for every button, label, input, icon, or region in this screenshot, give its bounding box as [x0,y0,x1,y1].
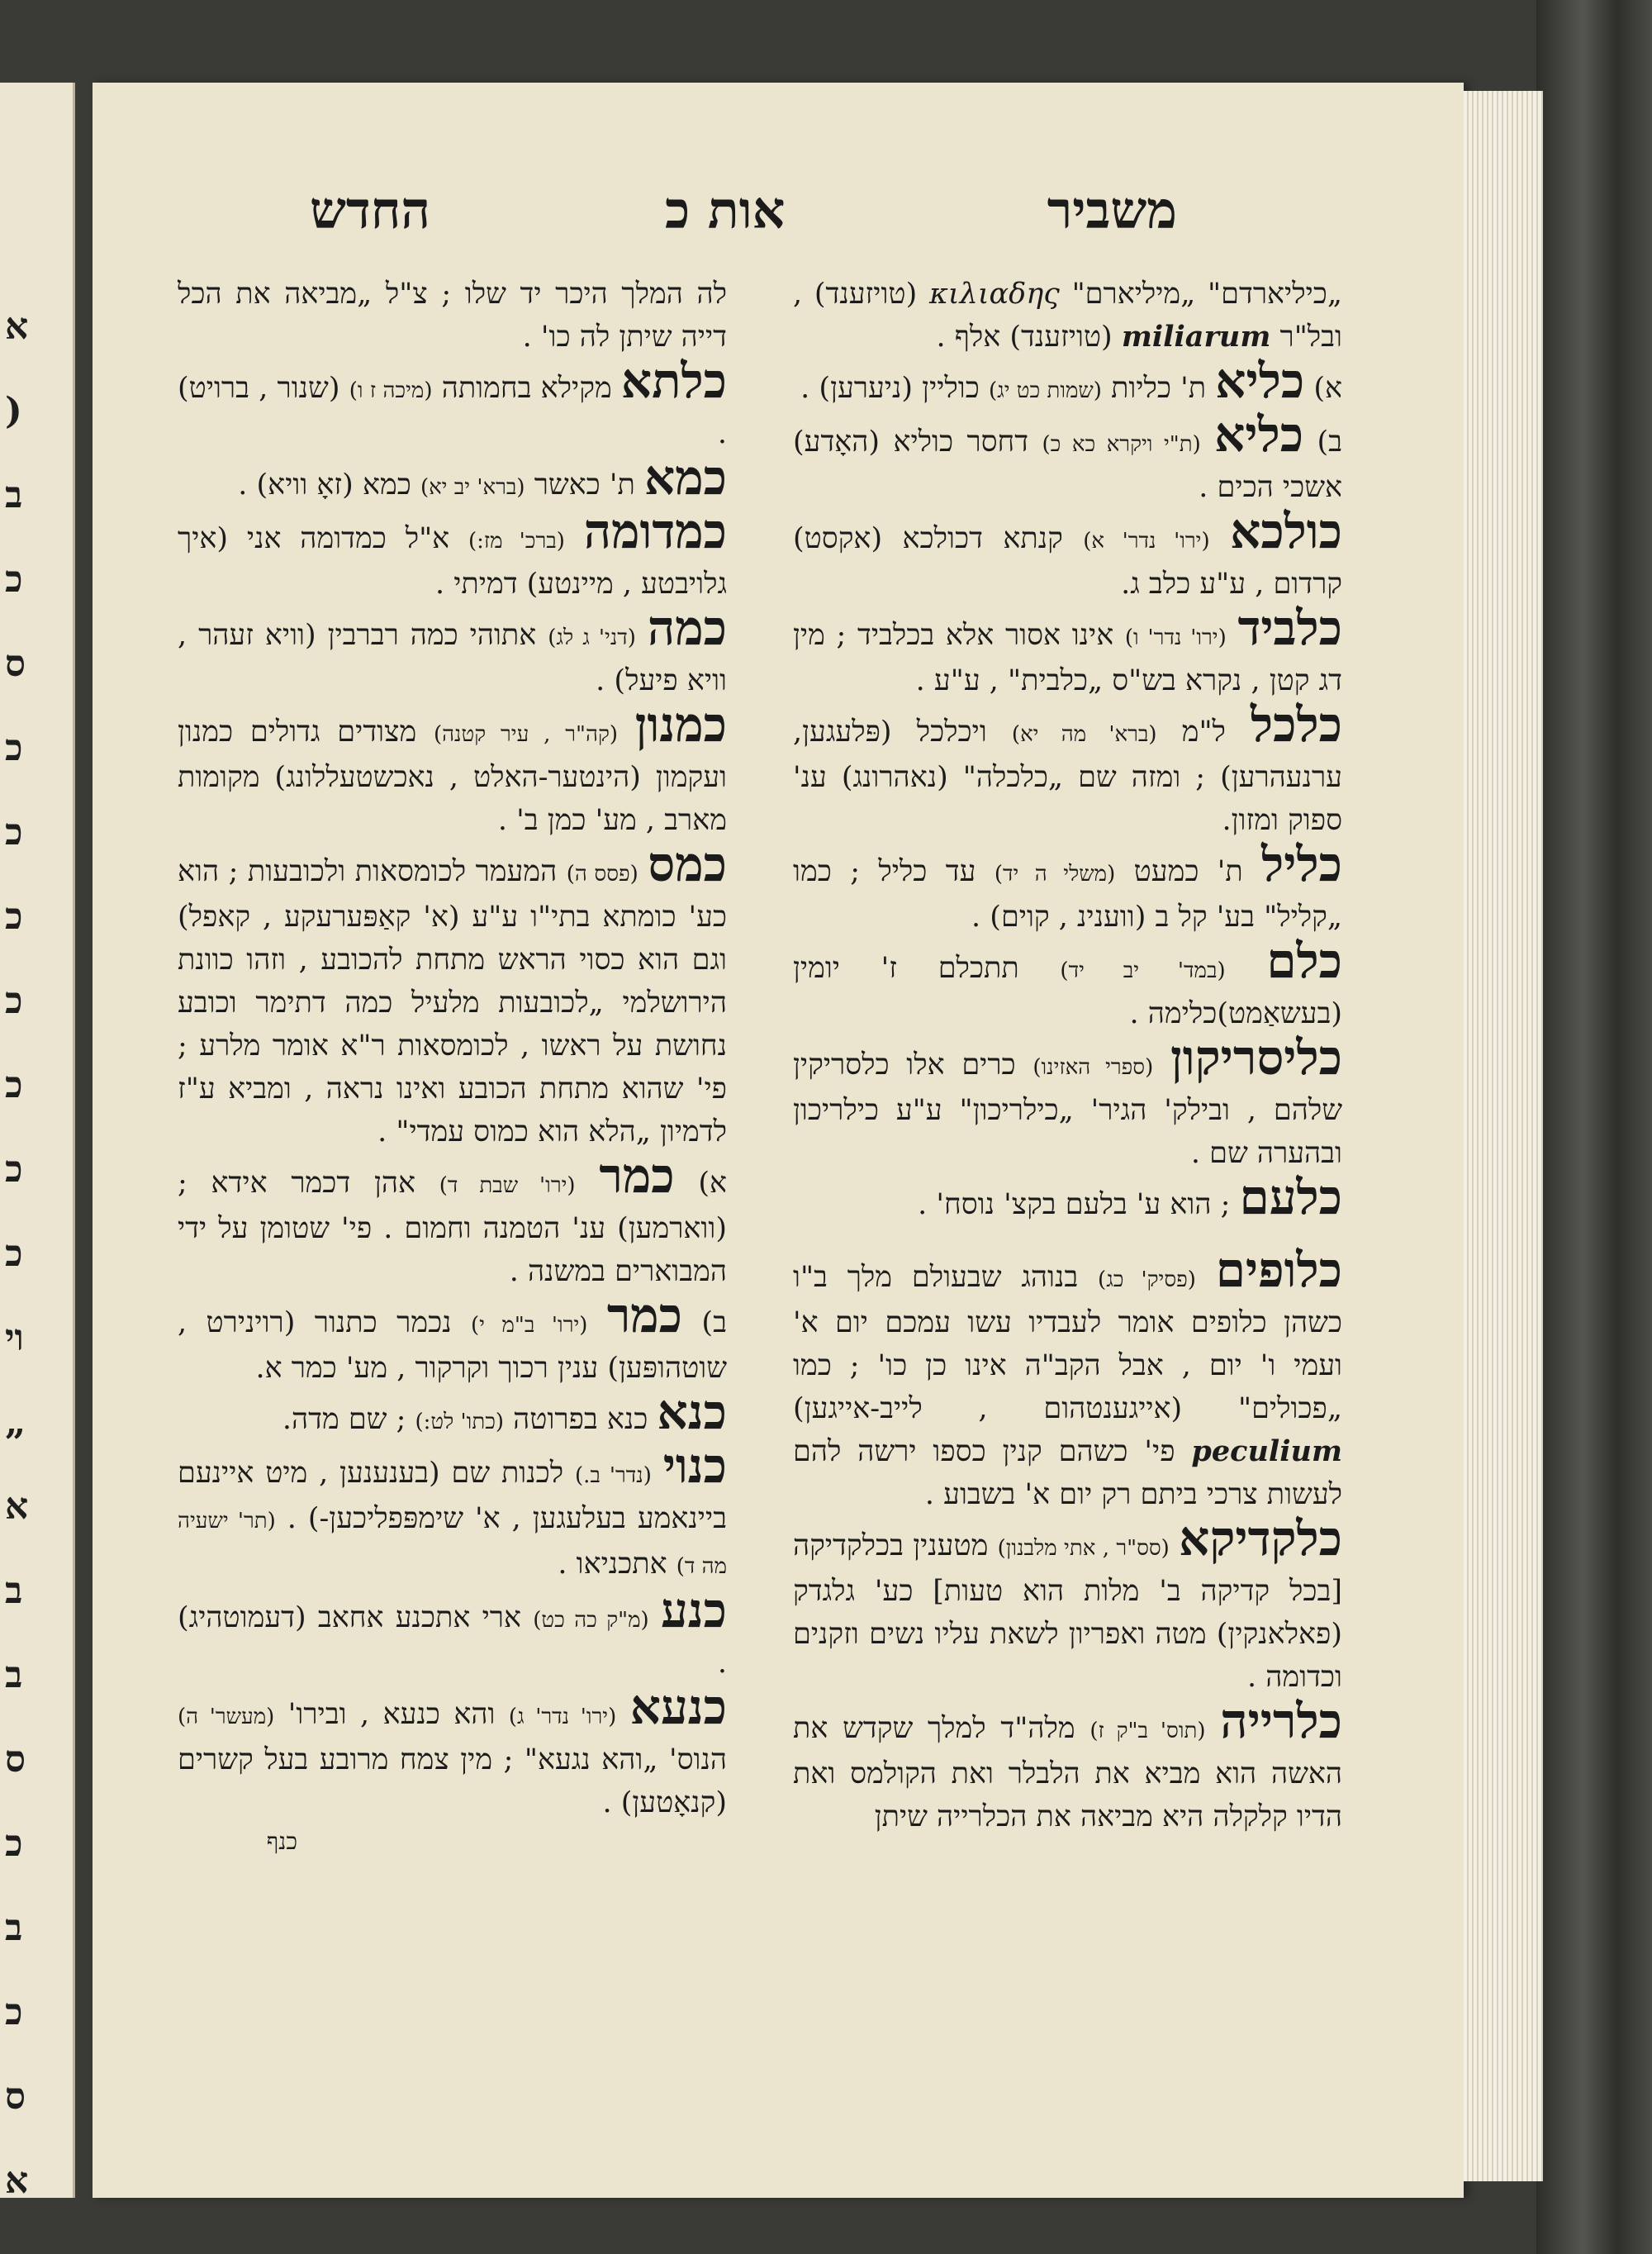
entry-text: ; שם מדה. [282,1403,415,1436]
entry-text: נכמר כתנור (רוינירט , שוטהופּען) ענין רכוך וקרקור , מע' כמר א. [178,1306,727,1385]
dictionary-entry [793,697,1343,842]
entry-text: אתכניאו . [558,1548,676,1581]
entry-headword: כמה [647,600,727,656]
entry-reference: (ברא' מה יא) [1011,722,1157,747]
dictionary-entry [178,1287,727,1390]
entry-headword: כלקדיקא [1179,1510,1342,1567]
entry-text [652,1457,663,1490]
entry-text [565,522,584,555]
left-page-fragment: כ [5,896,23,938]
dictionary-entry [178,273,727,359]
entry-reference: (מיכה ז ו) [349,378,433,403]
left-page-fragment: ב [5,474,23,516]
entry-text: כרים אלו כלסריקין שלהם , ובילק' הגיר' „כילריכון" ע"ע כילריכון ובהערה שם . [793,1049,1342,1170]
entry-text: כוליין (ניערען) . [800,372,989,405]
entry-headword: כנעא [629,1679,727,1735]
entry-headword: כמס [648,836,727,892]
entry-headword: כלתא [620,353,727,409]
entry-reference: (ירו' נדר' א) [1083,529,1210,554]
entry-headword: כלעם [1239,1169,1342,1225]
left-column [178,273,727,1856]
left-page-fragment: ס [5,2076,26,2118]
entry-reference: (קה"ר , עיר קטנה) [433,722,619,747]
entry-text [649,1601,661,1634]
left-page-fragment: א [5,2160,29,2198]
dictionary-entry [793,1169,1342,1226]
entry-text [1201,426,1214,459]
entry-reference: (משלי ה יד) [994,862,1116,887]
header-center: אות כ [665,180,786,240]
left-page-fragment: כ [5,727,23,769]
entry-text: ת' כליות [1101,372,1216,405]
dictionary-entry [793,1242,1342,1516]
dictionary-entry [178,1582,727,1685]
left-column-entries [178,273,727,1824]
entry-reference: (ירו' שבת ד) [439,1173,576,1198]
book-cover-edge [1536,0,1652,2254]
left-page-fragment: א [5,1486,29,1528]
entry-text [616,1698,629,1731]
catchword: כנף [266,1828,297,1855]
entry-text: קנתא דכולכא (אקסט) קרדום , ע"ע כלב ג. [793,522,1342,601]
entry-text: ויכלכל (פּלעגען, ערנעהרען) ; ומזה שם „כלכלה" (נאהרונג) ענ' ספוק ומזון. [793,716,1342,837]
entry-headword: כליסריקון [1170,1030,1342,1086]
dictionary-entry [793,273,1342,359]
entry-headword: כליא [1214,407,1304,463]
entry-text [636,619,648,652]
entry-text: לה המלך היכר יד שלו ; צ"ל „מביאה את הכל דייה שיתן לה כו' . [178,278,727,354]
entry-headword: כמדומה [583,503,727,559]
entry-text: מצודים גדולים כמנון ועקמון (הינטער-האלט , נאכשטעללונג) מקומות מארב , מע' כמן ב' . [178,716,727,837]
entry-text [1226,952,1267,985]
left-page-fragment: כ [5,1823,23,1865]
entry-reference: (ירו' ב"מ י) [470,1313,588,1338]
entry-text: „כיליארדם" „מיליארם" [1059,278,1342,311]
entry-headword: כליא [1215,353,1305,409]
entry-text: בנוהג שבעולם מלך ב"ו כשהן כלופים אומר לעבדיו עשו עמכם יום א' ועמי ו' יום , אבל הקב"ה אינו כן כו' ; כמו „פכולים" (אייגענטהום , לייב-אייגען) [793,1261,1342,1425]
entry-headword: כליל [1261,836,1342,892]
entry-text [1210,522,1230,555]
entry-text: והא כנעא , ובירו' [274,1698,509,1731]
dictionary-entry [178,1438,727,1588]
entry-headword: כמר [606,1287,683,1343]
entry-reference: (דני' ג לג) [548,625,636,650]
entry-reference: (ברא' יב יא) [420,475,525,500]
entry-text: אתוהי כמה רברבין (וויא זעהר , וויא פיעל) . [178,619,727,697]
dictionary-entry [178,1384,727,1443]
dictionary-entry [178,503,727,606]
dictionary-entry [793,353,1342,412]
entry-text: הנוס' „והא נגעא" ; מין צמח מרובע בעל קשרים (קנאָטען) . [178,1743,727,1819]
dictionary-entry [793,1030,1342,1175]
dictionary-entry [793,836,1342,939]
dictionary-entry [178,1679,727,1824]
entry-text: ת' כאשר [525,468,645,502]
entry-headword: כלופים [1215,1242,1342,1298]
dictionary-entry [793,503,1342,606]
entry-text [1227,619,1238,652]
entry-text [1196,1261,1216,1294]
entry-text [576,1167,600,1200]
entry-text: דחסר כוליא (האָדע) אשכי הכים . [793,426,1342,504]
entry-text: מקילא בחמותה [432,372,621,405]
left-page-fragment: כ [5,1233,23,1275]
entry-headword: כמא [644,449,727,506]
entry-text: ל"מ [1156,716,1251,749]
dictionary-entry [793,933,1342,1035]
dictionary-entry [793,407,1342,509]
entry-number: ב) [1303,426,1342,459]
entry-text [1153,1049,1170,1082]
entry-reference: (פסס ה) [566,862,638,887]
entry-headword: כנוי [662,1438,727,1494]
entry-headword: כלביד [1237,600,1342,656]
right-column [793,273,1342,1839]
dictionary-entry [793,600,1342,702]
dictionary-entry [178,353,727,455]
entry-text [618,716,635,749]
entry-text: תתכלם ז' יומין (בעשאַמט)כלימה . [793,952,1342,1030]
dictionary-entry [178,600,727,702]
dictionary-entry [178,1148,727,1293]
left-page-fragment: א [5,306,29,348]
left-page-fragment: ב [5,1654,23,1696]
header-right: משביר [1047,180,1177,240]
entry-text [587,1306,606,1339]
entry-reference: (תוס' ב"ק ז) [1089,1719,1206,1743]
entry-number: א) [674,1167,727,1200]
entry-reference: (ברכ' מז:) [468,529,565,554]
entry-reference: (תר' ישעיה מה ד) [178,1509,727,1579]
page-stack-edge [1464,91,1543,2181]
entry-greek: κιλιαδης [928,278,1060,311]
entry-reference: (ירו' נדר' ו) [1124,625,1227,650]
entry-text: ת' כמעט [1115,855,1262,888]
left-page-fragment: ב [5,1570,23,1612]
entry-reference: (שמות כט יג) [988,378,1102,403]
left-page-edge [0,83,75,2198]
entry-reference: (מ"ק כה כט) [533,1608,649,1633]
header-left: החדש [310,180,431,240]
dictionary-entry [178,836,727,1153]
entry-reference: (פסיק' כג) [1098,1267,1196,1292]
entry-latin: peculium [1191,1434,1342,1468]
entry-headword: כלכל [1251,697,1343,753]
entry-text: אהן דכמר אידא ; (ווארמען) ענ' הטמנה וחמום . פי' שטומן על ידי המבוארים במשנה . [178,1167,727,1288]
entry-text: (טויזענד) אלף . [936,321,1122,354]
entry-reference: (סס"ר , אתי מלבנון) [997,1536,1170,1561]
entry-reference: (במד' יב יד) [1060,958,1226,983]
entry-text: אינו אסור אלא בכלביד ; מין דג קטן , נקרא בש"ס „כלבית" , ע"ע . [793,619,1342,697]
entry-text [1205,1712,1220,1745]
entry-text: מלה"ד למלך שקדש את האשה הוא מביא את הלבלר ואת הקולמס ואת הדיו קלקלה היא מביאה את הכלרייה שיתן [793,1712,1342,1833]
left-page-fragment: כ [5,1148,23,1191]
entry-headword: כנא [657,1384,727,1440]
entry-text: פי' כשהם קנין כספו ירשה להם לעשות צרכי ביתם רק יום א' בשבוע . [793,1435,1342,1511]
entry-text: ארי אתכנע אחאב (דעמוטהיג) . [178,1601,727,1680]
entry-text [1170,1529,1179,1562]
entry-text: עד כליל ; כמו „קליל" בע' קל ב (ווענינ , קוים) . [793,855,1342,934]
entry-text: המעמר לכומסאות ולכובעות ; הוא כע' כומתא בתי"ו ע"ע (א' קאַפּערעקע , קאפל) וגם הוא כסוי הראש מתחת להכובע , וזהו כוונת הירושלמי „לכובעות מלעיל כמה דתימר וכובע נחושת על ראשו , לכומסאות ר"א אומר מלרע ; פי' שהוא מתחת הכובע ואינו נראה , ומביא ע"ז לדמיון „הלא הוא כמוס עמדי" . [178,855,727,1148]
left-page-fragment: „ [5,1401,26,1443]
entry-text: מטענין בכלקדיקה [בכל קדיקה ב' מלות הוא טעות] כע' גלגדק (פאלאנקין) מטה ואפריון לשאת עליו נשים וזקנים וכדומה . [793,1529,1342,1694]
entry-headword: כלרייה [1220,1693,1342,1749]
entry-text [638,855,648,888]
dictionary-entry [178,697,727,842]
left-page-fragment: כ [5,811,23,854]
entry-reference: (ספרי האזינו) [1032,1055,1154,1080]
entry-headword: כלם [1266,933,1342,989]
left-page-fragment: כ [5,980,23,1022]
entry-headword: כמנון [634,697,727,753]
running-head [103,180,1458,238]
entry-text: לכנות שם (בענענען , מיט איינעם ביינאמע בעלעגען , א' שימפּפליכען-) . [178,1457,727,1535]
left-page-fragment: כ [5,1991,23,2033]
entry-latin: miliarum [1121,320,1271,354]
dictionary-entry [793,1693,1342,1838]
entry-headword: כמר [599,1148,675,1204]
entry-text: כמא (זאָ וויא) . [238,468,420,502]
left-page-fragment: ס [5,643,26,685]
entry-text: (שנור , ברויט) . [178,372,727,450]
entry-text: (טויזענד) , ובל"ר [793,278,1342,354]
entry-reference: (נדר' ב.) [574,1463,652,1488]
dictionary-page [103,83,1458,2198]
entry-headword: כולכא [1230,503,1342,559]
left-page-fragment: כ [5,559,23,601]
entry-text: כנא בפרוטה [504,1403,657,1436]
entry-reference: (כתו' לט:) [415,1410,505,1434]
dictionary-entry [178,449,727,509]
entry-number: א) [1304,372,1342,405]
dictionary-entry [793,1510,1342,1699]
entry-number: ב) [682,1306,727,1339]
left-page-fragment: כ [5,1064,23,1106]
left-page-fragment: ס [5,1738,26,1781]
entry-reference: (ירו' נדר' ג) [508,1705,617,1729]
entry-reference: (מעשר' ה) [178,1705,275,1729]
left-page-fragment: ( [5,390,22,432]
entry-reference: (ת"י ויקרא כא כ) [1042,432,1201,457]
left-page-fragment: ב [5,1907,23,1949]
entry-text: א"ל כמדומה אני (איך גלויבטע , מיינטע) דמיתי . [178,522,727,601]
entry-headword: כנע [660,1582,727,1638]
entry-text: ; הוא ע' בלעם בקצ' נוסח' . [918,1188,1240,1221]
left-page-fragment: וי [5,1317,24,1359]
